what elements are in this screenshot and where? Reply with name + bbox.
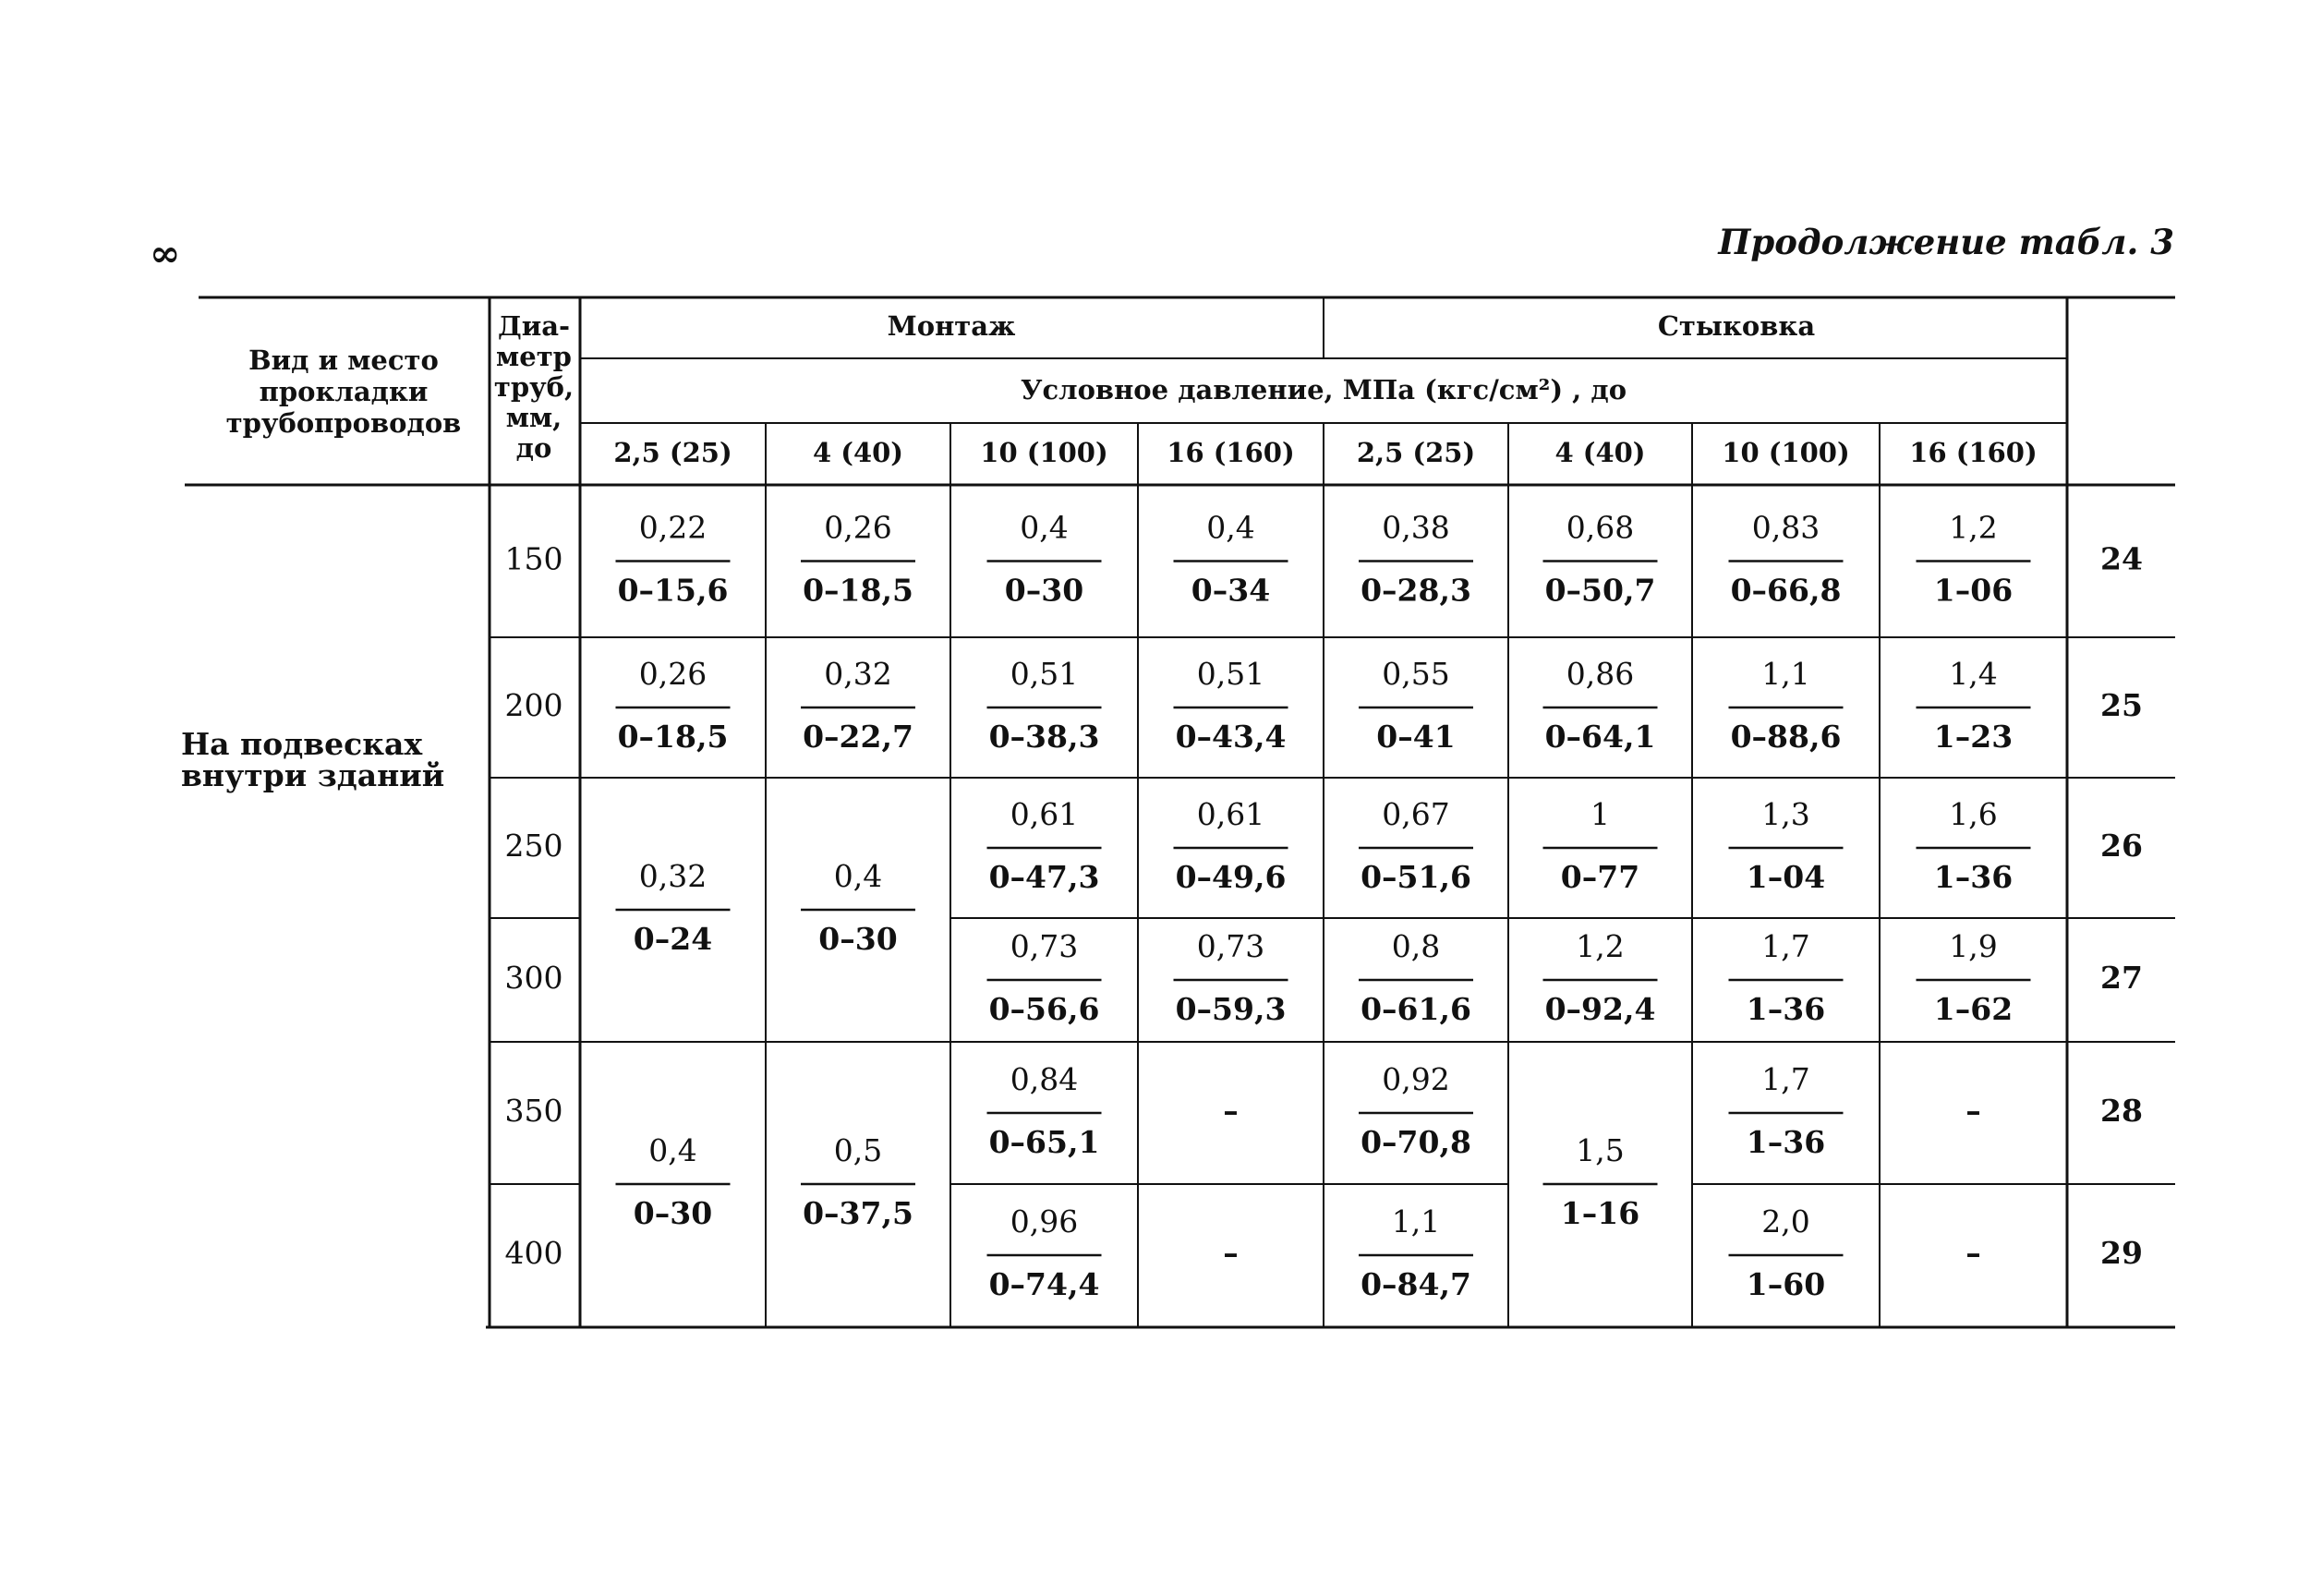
header-pressure-value: 16 (160): [1167, 437, 1295, 468]
cell-numerator: 2,0: [1761, 1203, 1810, 1239]
row-diameter: 400: [504, 1235, 563, 1271]
row-number: 24: [2100, 540, 2143, 577]
page-number: ∞: [150, 232, 181, 275]
cell-denominator: 0–41: [1376, 719, 1456, 755]
cell-denominator: 0–70,8: [1361, 1124, 1471, 1160]
cell-numerator: 0,4: [833, 858, 883, 894]
cell-denominator: 0–51,6: [1361, 859, 1471, 895]
cell-dash: –: [1223, 1235, 1239, 1271]
cell-numerator: 1,4: [1949, 656, 1998, 692]
cell-denominator: 0–56,6: [988, 991, 1100, 1027]
cell-denominator: 0–18,5: [617, 719, 729, 755]
cell-numerator: 0,73: [1196, 928, 1265, 964]
cell-numerator: 0,5: [833, 1132, 883, 1168]
cell-denominator: 0–66,8: [1730, 572, 1842, 609]
cell-denominator: 1–04: [1746, 859, 1826, 895]
cell-denominator: 0–64,1: [1544, 719, 1656, 755]
cell-denominator: 0–34: [1191, 572, 1271, 609]
cell-denominator: 0–15,6: [617, 572, 729, 609]
cell-numerator: 0,61: [1010, 796, 1079, 832]
cell-denominator: 0–61,6: [1361, 991, 1471, 1027]
section-label: На подвесках: [181, 726, 423, 762]
cell-numerator: 0,4: [1020, 509, 1069, 546]
cell-numerator: 0,92: [1382, 1061, 1450, 1097]
cell-numerator: 0,26: [638, 656, 708, 692]
header-diam-label: труб,: [493, 371, 574, 403]
cell-denominator: 0–47,3: [988, 859, 1100, 895]
cell-numerator: 0,61: [1196, 796, 1265, 832]
cell-denominator: 0–65,1: [988, 1124, 1100, 1160]
cell-denominator: 0–30: [633, 1195, 713, 1231]
cell-denominator: 0–92,4: [1544, 991, 1656, 1027]
cell-numerator: 0,73: [1010, 928, 1079, 964]
row-number: 26: [2100, 828, 2143, 864]
cell-denominator: 0–28,3: [1361, 572, 1471, 609]
row-number: 29: [2100, 1235, 2143, 1271]
cell-denominator: 0–74,4: [988, 1266, 1100, 1302]
cell-numerator: 1,2: [1576, 928, 1625, 964]
cell-denominator: 1–62: [1933, 991, 2014, 1027]
header-type-label: Вид и место: [248, 345, 439, 376]
cell-numerator: 0,96: [1010, 1203, 1079, 1239]
header-pressure-value: 16 (160): [1909, 437, 2038, 468]
row-number: 27: [2100, 960, 2143, 996]
cell-denominator: 0–59,3: [1175, 991, 1287, 1027]
cell-denominator: 1–36: [1746, 991, 1826, 1027]
cell-dash: –: [1965, 1235, 1981, 1271]
row-diameter: 350: [504, 1093, 563, 1129]
cell-numerator: 1,6: [1949, 796, 1998, 832]
cell-denominator: 0–77: [1560, 859, 1640, 895]
cell-numerator: 0,83: [1751, 509, 1820, 546]
cell-numerator: 1,2: [1949, 509, 1998, 546]
cell-numerator: 0,38: [1382, 509, 1450, 546]
header-diam-label: Диа-: [497, 310, 571, 342]
header-pressure-value: 2,5 (25): [1356, 437, 1476, 468]
header-pressure-value: 4 (40): [812, 437, 904, 468]
cell-denominator: 0–49,6: [1175, 859, 1287, 895]
cell-numerator: 0,51: [1196, 656, 1265, 692]
cell-denominator: 1–16: [1560, 1195, 1640, 1231]
cell-denominator: 0–88,6: [1730, 719, 1842, 755]
cell-numerator: 0,32: [638, 858, 708, 894]
cell-denominator: 0–50,7: [1544, 572, 1656, 609]
header-pressure-value: 10 (100): [1722, 437, 1850, 468]
cell-numerator: 0,22: [638, 509, 708, 546]
cell-numerator: 0,8: [1391, 928, 1441, 964]
cell-numerator: 1,1: [1391, 1203, 1441, 1239]
cell-numerator: 0,86: [1566, 656, 1635, 692]
row-diameter: 150: [504, 540, 563, 577]
cell-denominator: 1–23: [1933, 719, 2014, 755]
cell-numerator: 1,3: [1761, 796, 1810, 832]
cell-denominator: 0–84,7: [1361, 1266, 1471, 1302]
cell-numerator: 0,55: [1382, 656, 1450, 692]
header-diam-label: мм,: [505, 402, 562, 433]
cell-numerator: 0,26: [824, 509, 892, 546]
cell-numerator: 0,84: [1010, 1061, 1079, 1097]
row-diameter: 250: [504, 828, 563, 864]
header-pressure-value: 4 (40): [1554, 437, 1646, 468]
header-pressure-value: 2,5 (25): [613, 437, 732, 468]
cell-denominator: 1–36: [1746, 1124, 1826, 1160]
header-pressure: Условное давление, МПа (кгс/см²) , до: [1020, 374, 1627, 405]
cell-numerator: 1,7: [1761, 1061, 1810, 1097]
section-label: внутри зданий: [181, 757, 445, 793]
cell-denominator: 0–37,5: [803, 1195, 913, 1231]
cell-denominator: 0–38,3: [988, 719, 1100, 755]
header-diam-label: метр: [496, 341, 572, 372]
header-type-label: трубопроводов: [225, 407, 462, 439]
header-type-label: прокладки: [259, 376, 429, 407]
cell-denominator: 0–30: [1004, 572, 1084, 609]
cell-denominator: 0–43,4: [1175, 719, 1287, 755]
cell-dash: –: [1223, 1093, 1239, 1129]
cell-dash: –: [1965, 1093, 1981, 1129]
cell-numerator: 1: [1590, 796, 1610, 832]
cell-denominator: 0–22,7: [803, 719, 913, 755]
cell-numerator: 0,32: [824, 656, 892, 692]
header-stykovka: Стыковка: [1657, 310, 1816, 342]
cell-numerator: 0,4: [648, 1132, 697, 1168]
cell-numerator: 1,1: [1761, 656, 1810, 692]
header-pressure-value: 10 (100): [980, 437, 1108, 468]
row-diameter: 300: [504, 960, 563, 996]
cell-denominator: 0–24: [633, 921, 713, 957]
cell-denominator: 1–06: [1933, 572, 2014, 609]
table-caption: Продолжение табл. 3: [1718, 222, 2174, 262]
cell-denominator: 1–60: [1746, 1266, 1826, 1302]
header-diam-label: до: [515, 432, 552, 464]
cell-numerator: 0,67: [1382, 796, 1450, 832]
cell-denominator: 1–36: [1933, 859, 2014, 895]
cell-numerator: 1,9: [1949, 928, 1998, 964]
cell-numerator: 0,68: [1566, 509, 1635, 546]
cell-numerator: 0,4: [1206, 509, 1255, 546]
row-diameter: 200: [504, 687, 563, 723]
cell-denominator: 0–18,5: [803, 572, 913, 609]
cell-denominator: 0–30: [818, 921, 898, 957]
row-number: 25: [2100, 687, 2143, 723]
header-montazh: Монтаж: [887, 310, 1016, 342]
cell-numerator: 0,51: [1010, 656, 1079, 692]
row-number: 28: [2100, 1093, 2143, 1129]
cell-numerator: 1,7: [1761, 928, 1810, 964]
cell-numerator: 1,5: [1576, 1132, 1625, 1168]
